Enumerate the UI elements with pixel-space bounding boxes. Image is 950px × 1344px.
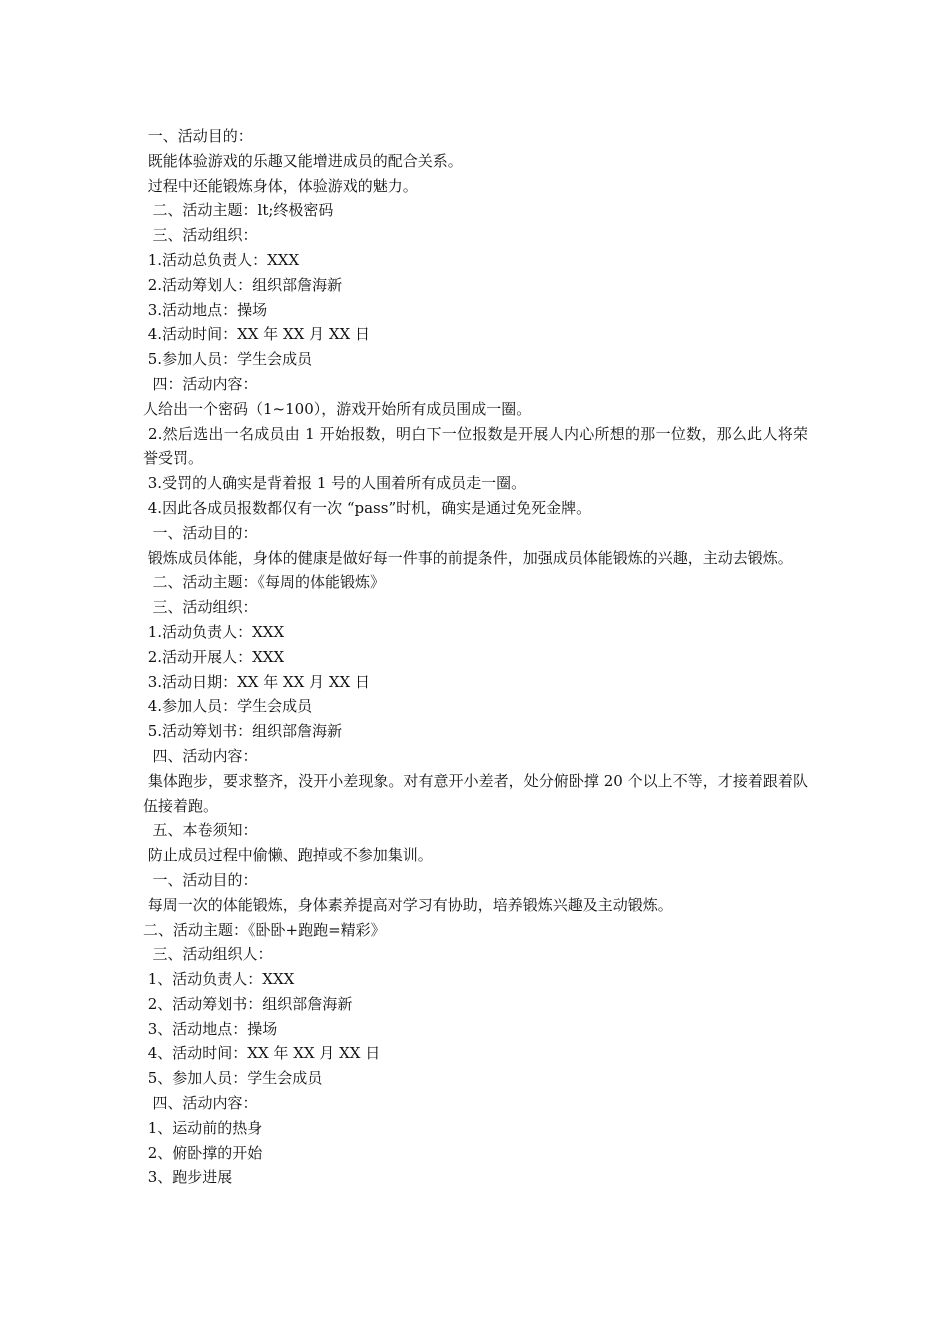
document-line: 2.活动筹划人：组织部詹海新	[143, 275, 343, 294]
document-line: 3.受罚的人确实是背着报 1 号的人围着所有成员走一圈。	[143, 474, 527, 493]
document-line: 每周一次的体能锻炼，身体素养提高对学习有协助，培养锻炼兴趣及主动锻炼。	[143, 895, 673, 914]
document-line: 1.活动负责人：XXX	[143, 622, 285, 641]
document-line: 4.活动时间：XX 年 XX 月 XX 日	[143, 325, 370, 344]
document-line: 四、活动内容：	[143, 746, 258, 765]
document-line: 三、活动组织人：	[143, 945, 273, 964]
document-line: 3、活动地点：操场	[143, 1019, 278, 1038]
document-line: 3.活动地点：操场	[143, 300, 268, 319]
document-line: 3.活动日期：XX 年 XX 月 XX 日	[143, 672, 370, 691]
document-line: 二、活动主题：《每周的体能锻炼》	[143, 573, 386, 592]
document-line: 5.活动筹划书：组织部詹海新	[143, 722, 343, 741]
document-line: 既能体验游戏的乐趣又能增进成员的配合关系。	[143, 151, 463, 170]
document-line: 三、活动组织：	[143, 598, 258, 617]
document-line: 4.参加人员：学生会成员	[143, 697, 313, 716]
document-line: 2、活动筹划书：组织部詹海新	[143, 994, 353, 1013]
document-line: 1、运动前的热身	[143, 1118, 263, 1137]
document-line: 一、活动目的：	[143, 127, 253, 145]
document-line: 集体跑步，要求整齐，没开小差现象。对有意开小差者，处分俯卧撑 20 个以上不等，才接着跟着队伍接着跑。	[143, 771, 808, 815]
document-line: 2.然后选出一名成员由 1 开始报数，明白下一位报数是开展人内心所想的那一位数，那么此人将荣誉受罚。	[143, 424, 808, 468]
document-line: 5、参加人员：学生会成员	[143, 1069, 323, 1088]
document-line: 四、活动内容：	[143, 1094, 258, 1113]
document-line: 4.因此各成员报数都仅有一次 “pass”时机，确实是通过免死金牌。	[143, 498, 592, 517]
document-line: 1、活动负责人：XXX	[143, 970, 295, 989]
document-line: 一、活动目的：	[143, 523, 258, 542]
document-line: 三、活动组织：	[143, 226, 258, 245]
document-line: 1.活动总负责人：XXX	[143, 250, 300, 269]
document-line: 5.参加人员：学生会成员	[143, 350, 313, 369]
document-line: 锻炼成员体能，身体的健康是做好每一件事的前提条件，加强成员体能锻炼的兴趣，主动去锻炼。	[143, 548, 793, 567]
document-line: 一、活动目的：	[143, 870, 258, 889]
document-line: 2.活动开展人：XXX	[143, 647, 285, 666]
document-line: 3、跑步进展	[143, 1168, 233, 1187]
document-body	[143, 124, 808, 1190]
document-line: 4、活动时间：XX 年 XX 月 XX 日	[143, 1044, 381, 1063]
document-line: 防止成员过程中偷懒、跑掉或不参加集训。	[143, 846, 433, 865]
document-line: 二、活动主题：lt;终极密码	[143, 201, 334, 220]
document-line: 二、活动主题：《卧卧+跑跑=精彩》	[143, 920, 386, 939]
document-line: 五、本卷须知：	[143, 821, 258, 840]
document-line: 2、俯卧撑的开始	[143, 1143, 263, 1162]
document-line: 人给出一个密码（1~100），游戏开始所有成员围成一圈。	[143, 399, 532, 418]
document-line: 四：活动内容：	[143, 374, 258, 393]
document-line: 过程中还能锻炼身体，体验游戏的魅力。	[143, 176, 418, 195]
